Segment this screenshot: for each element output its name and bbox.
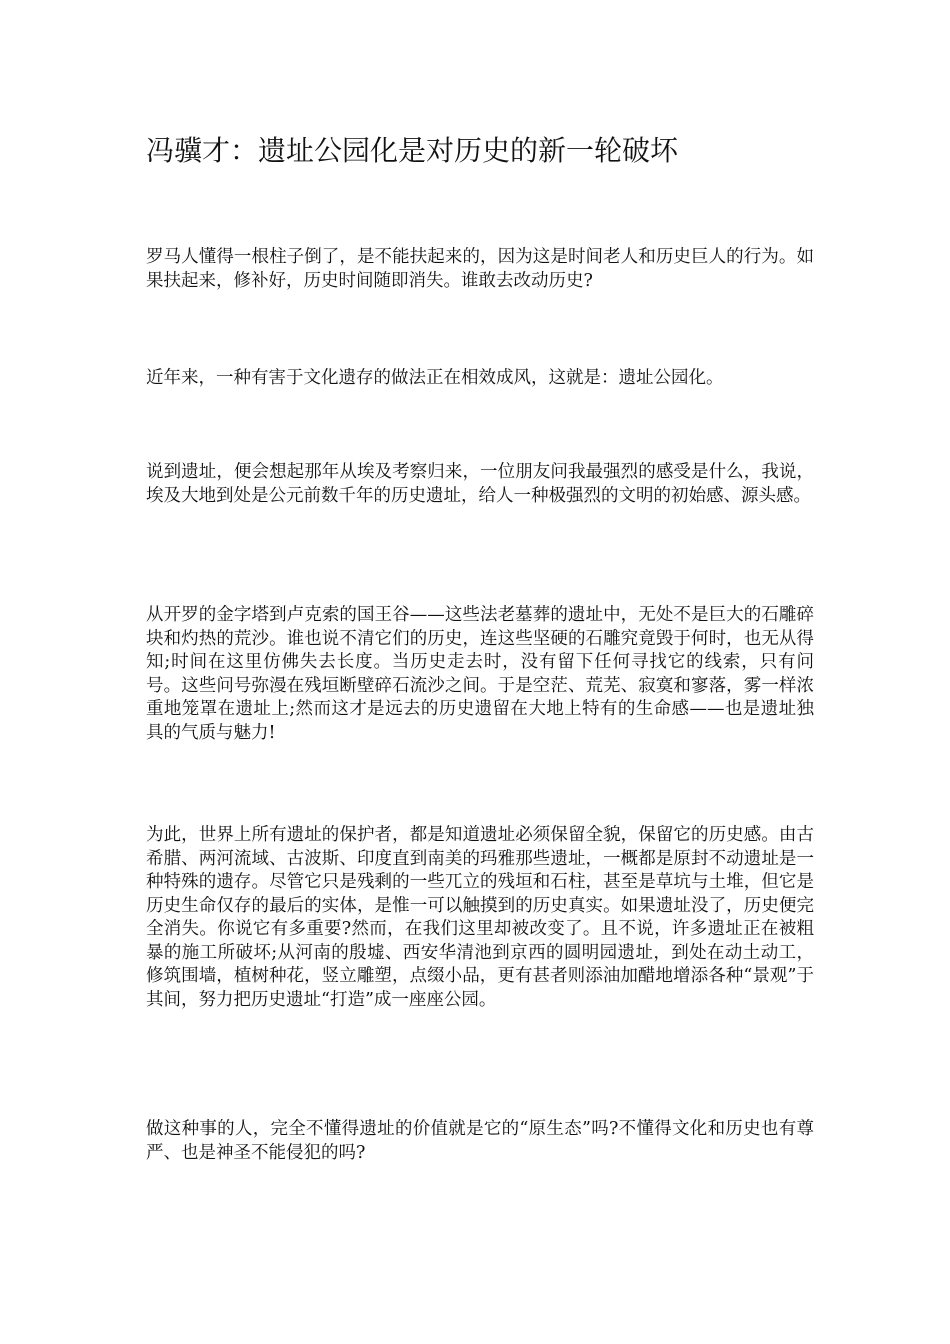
paragraph-1: 罗马人懂得一根柱子倒了，是不能扶起来的，因为这是时间老人和历史巨人的行为。如果扶起来，修补好，历史时间随即消失。谁敢去改动历史? [146,247,814,291]
paragraph-2: 近年来，一种有害于文化遗存的做法正在相效成风，这就是：遗址公园化。 [146,368,724,388]
paragraph-5: 为此，世界上所有遗址的保护者，都是知道遗址必须保留全貌，保留它的历史感。由古希腊、两河流域、古波斯、印度直到南美的玛雅那些遗址，一概都是原封不动遗址是一种特殊的遗存。尽管它只是残剩的一些兀立的残垣和石柱，甚至是草坑与土堆，但它是历史生命仅存的最后的实体，是惟一可以触摸到的历史真实。如果遗址没了，历史便完全消失。你说它有多重要?然而，在我们这里却被改变了。且不说，许多遗址正在被粗暴的施工所破坏;从河南的殷墟、西安华清池到京西的圆明园遗址，到处在动土动工，修筑围墙，植树种花，竖立雕塑，点缀小品，更有甚者则添油加醋地增添各种“景观”于其间，努力把历史遗址“打造”成一座座公园。 [146,825,814,1010]
article-title: 冯骥才：遗址公园化是对历史的新一轮破坏 [146,134,679,167]
paragraph-3: 说到遗址，便会想起那年从埃及考察归来，一位朋友问我最强烈的感受是什么，我说，埃及大地到处是公元前数千年的历史遗址，给人一种极强烈的文明的初始感、源头感。 [146,462,814,506]
paragraph-4: 从开罗的金字塔到卢克索的国王谷——这些法老墓葬的遗址中，无处不是巨大的石雕碎块和灼热的荒沙。谁也说不清它们的历史，连这些坚硬的石雕究竟毁于何时，也无从得知;时间在这里仿佛失去长度。当历史走去时，没有留下任何寻找它的线索，只有问号。这些问号弥漫在残垣断壁碎石流沙之间。于是空茫、荒芜、寂寞和寥落，雾一样浓重地笼罩在遗址上;然而这才是远去的历史遗留在大地上特有的生命感——也是遗址独具的气质与魅力! [146,605,814,743]
paragraph-6: 做这种事的人，完全不懂得遗址的价值就是它的“原生态”吗?不懂得文化和历史也有尊严、也是神圣不能侵犯的吗? [146,1119,814,1163]
